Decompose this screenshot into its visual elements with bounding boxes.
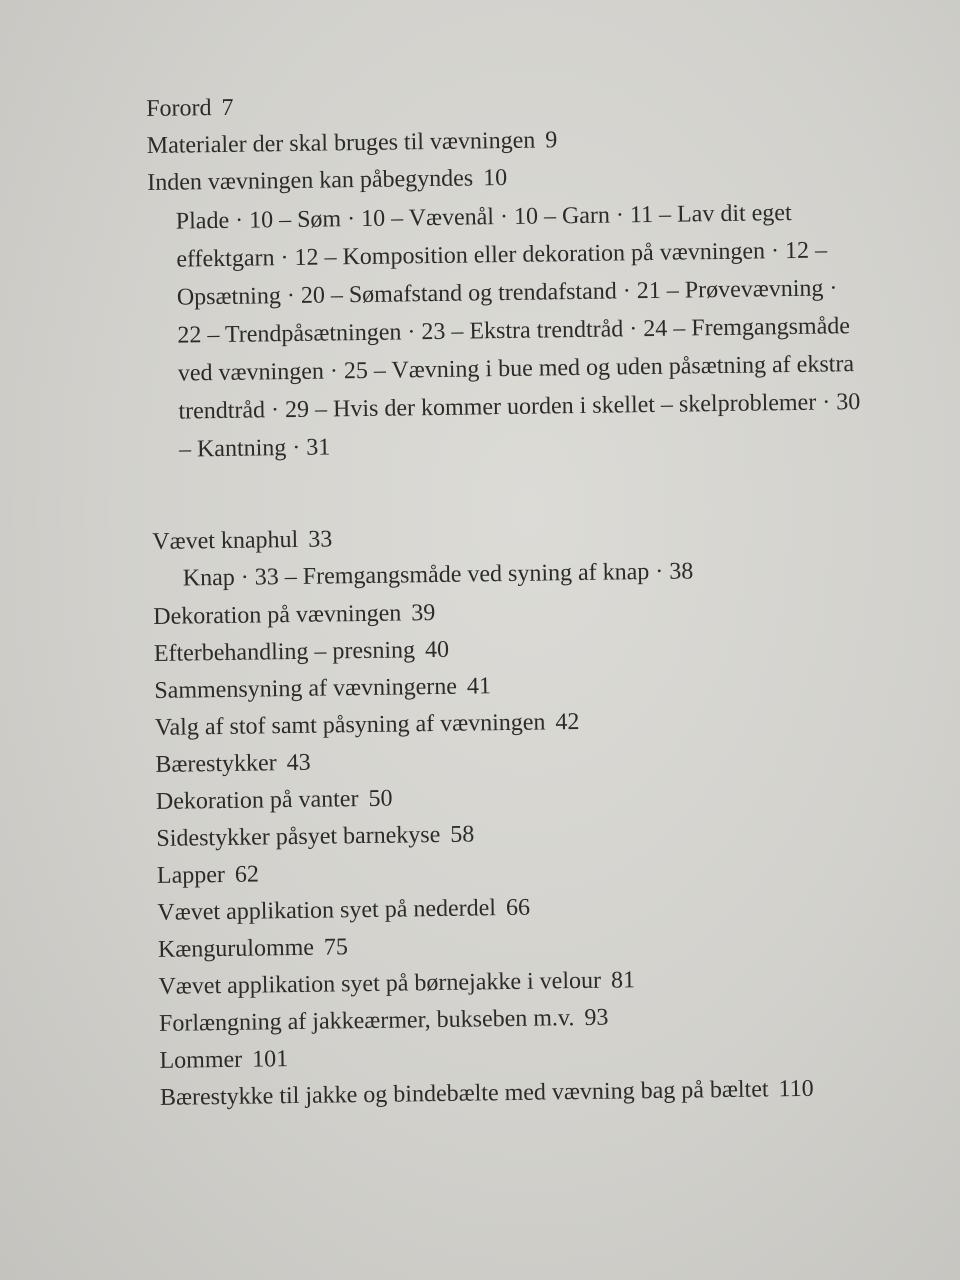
toc-entry-page: 93 — [584, 1004, 609, 1031]
toc-entry-title: Bærestykker — [155, 750, 277, 778]
toc-entry-page: 81 — [610, 967, 636, 994]
toc-entry-page: 39 — [411, 600, 436, 627]
toc-entry-page: 43 — [286, 749, 311, 777]
toc-entry-page: 33 — [308, 526, 333, 553]
toc-entry-page: 9 — [545, 127, 558, 154]
toc-subentries-inden: Plade · 10 – Søm · 10 – Vævenål · 10 – Garn · 11 – Lav dit eget effektgarn · 12 – Komposition eller dekoration på vævningen · 12 – Opsætning · 20 – Sømafstand og trendafstand · 21 – Prøvevævning · 22 – Trendpåsætningen · 23 – Ekstra trendtråd · 24 – Fremgangsmåde ved vævningen · 25 – Vævning i bue med og uden påsætning af ekstra trendtråd · 29 – Hvis der kommer uorden i skellet – skelproblemer · 30 – Kantning · 31 — [175, 199, 861, 463]
toc-entry-title: Kængurulomme — [157, 934, 315, 963]
toc-entry-title: Inden vævningen kan påbegyndes — [147, 165, 474, 196]
toc-entry-title: Vævet applikation syet på børnejakke i velour — [158, 967, 602, 1000]
toc-entry-page: 58 — [450, 821, 475, 848]
toc-entry-page: 110 — [778, 1075, 814, 1103]
toc-entry-title: Dekoration på vævningen — [153, 600, 402, 630]
table-of-contents — [146, 82, 894, 1115]
toc-entry-title: Dekoration på vanter — [155, 786, 359, 815]
toc-entry-title: Vævet knaphul — [152, 526, 299, 555]
toc-entry-title: Sidestykker påsyet barnekyse — [156, 821, 441, 852]
toc-entry-title: Bærestykke til jakke og bindebælte med vævning bag på bæltet — [159, 1076, 769, 1111]
toc-entry-page: 42 — [555, 709, 580, 736]
toc-entry-title: Forord — [146, 95, 212, 122]
toc-entry-page: 10 — [482, 164, 508, 192]
toc-entry-title: Sammensyning af vævningerne — [154, 673, 458, 704]
toc-entry-baerestykke-jakke — [160, 1071, 868, 1115]
toc-entry-title: Forlængning af jakkeærmer, bukseben m.v. — [158, 1005, 575, 1037]
toc-entry-page: 75 — [323, 934, 349, 961]
toc-entry-page: 40 — [424, 636, 450, 664]
toc-entry-page: 101 — [251, 1046, 289, 1073]
toc-entry-title: Vævet applikation syet på nederdel — [157, 895, 497, 926]
section-gap — [151, 459, 886, 525]
toc-entry-title: Efterbehandling – presning — [153, 637, 416, 667]
toc-entry-page: 7 — [221, 94, 234, 121]
toc-entry-title: Materialer der skal bruges til vævningen — [146, 127, 536, 159]
toc-entry-page: 50 — [368, 785, 393, 812]
toc-entry-page: 66 — [505, 894, 531, 922]
toc-entry-title: Lommer — [159, 1046, 243, 1074]
toc-entry-page: 62 — [234, 861, 260, 888]
toc-entry-title: Lapper — [156, 861, 226, 889]
toc-subentries-knaphul: Knap · 33 – Fremgangsmåde ved syning af knap · 38 — [182, 558, 694, 592]
toc-entry-title: Valg af stof samt påsyning af vævningen — [154, 709, 546, 741]
toc-entry-page: 41 — [466, 673, 492, 700]
